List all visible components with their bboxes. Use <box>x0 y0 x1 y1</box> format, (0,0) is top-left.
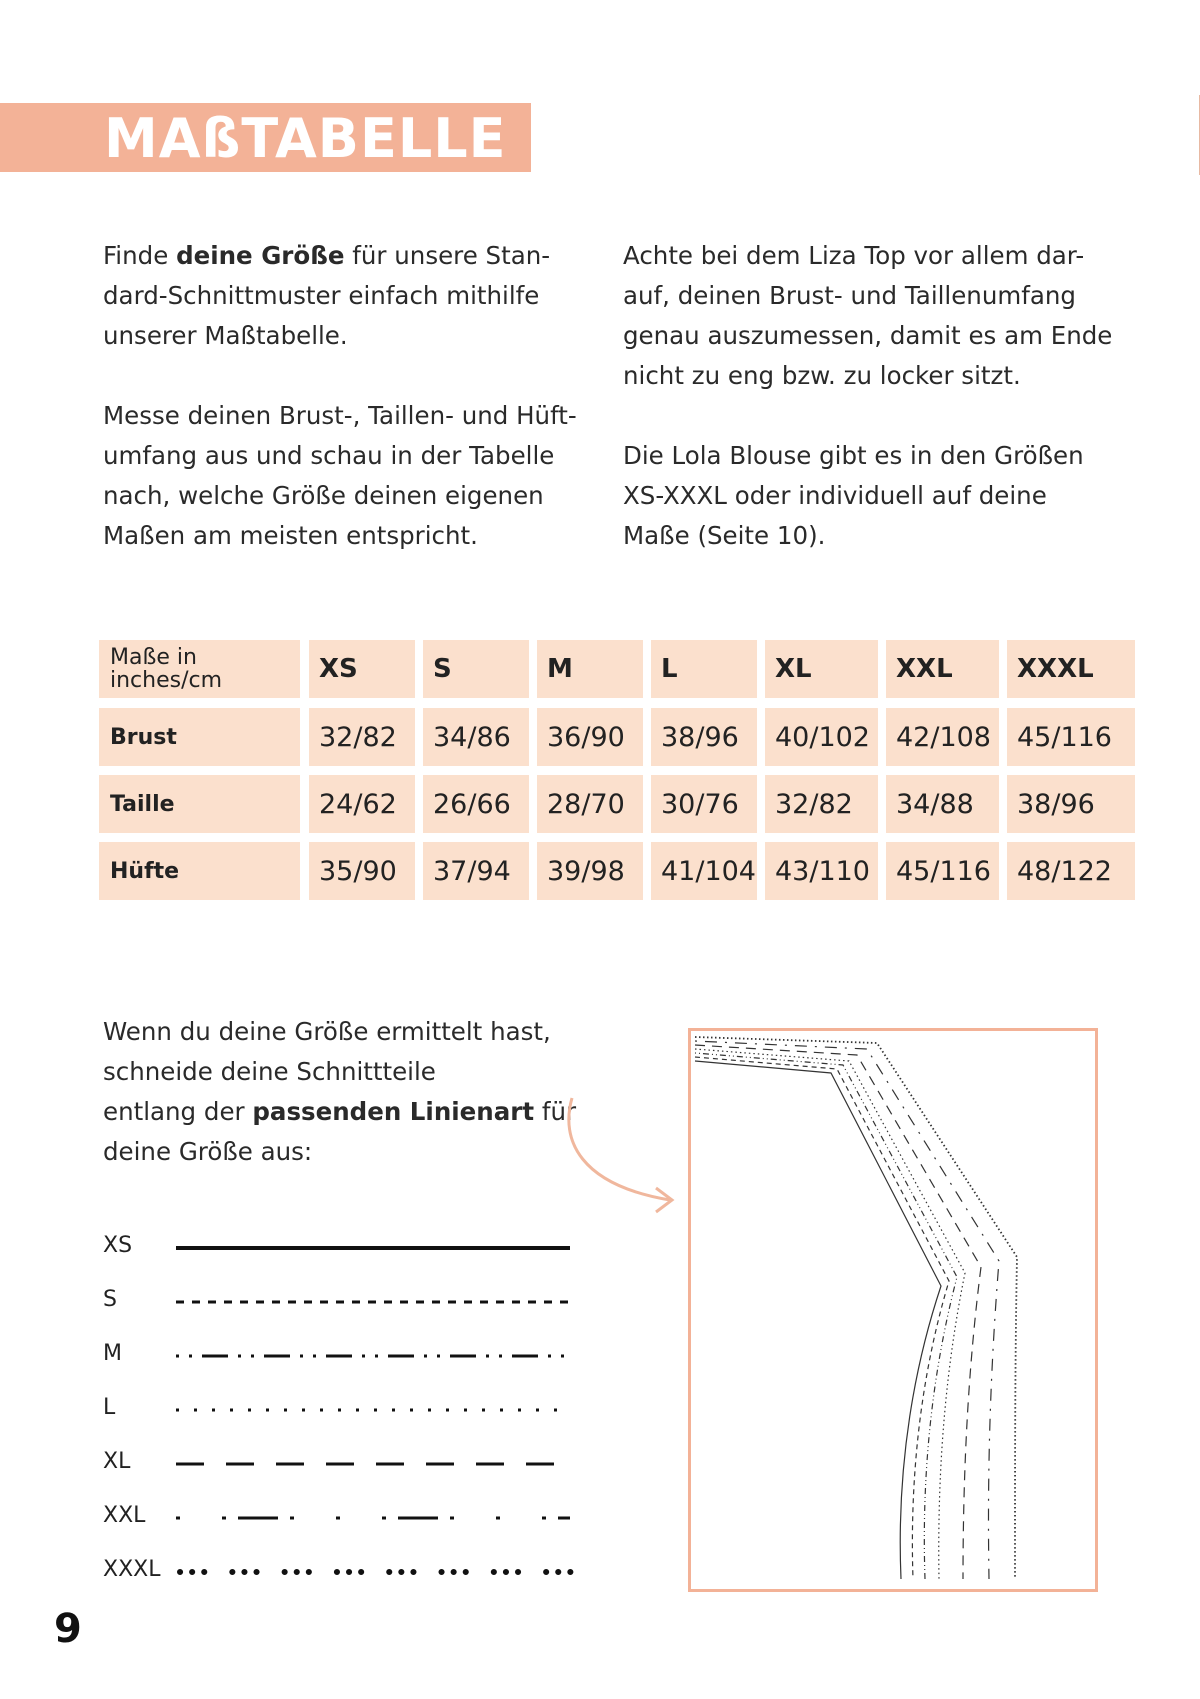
intro-text: unserer Maßtabelle. <box>103 321 348 350</box>
table-cell: 39/98 <box>537 842 643 900</box>
table-cell: 30/76 <box>651 775 757 833</box>
size-header-xs: XS <box>309 640 415 698</box>
table-cell: 48/122 <box>1007 842 1135 900</box>
pattern-line-l <box>695 1049 965 1579</box>
table-corner-line: inches/cm <box>110 668 223 693</box>
instructions-text: entlang der <box>103 1097 253 1126</box>
pattern-line-xxxl <box>695 1037 1017 1579</box>
intro-text: Maße (Seite 10). <box>623 521 826 550</box>
intro-bold-text: deine Größe <box>176 241 345 270</box>
intro-right-paragraph-2 <box>623 436 1084 556</box>
table-cell: 35/90 <box>309 842 415 900</box>
size-header-xl: XL <box>765 640 878 698</box>
table-cell: 37/94 <box>423 842 529 900</box>
intro-text: auf, deinen Brust- und Taillenumfang <box>623 281 1076 310</box>
intro-text: Finde <box>103 241 177 270</box>
instructions-text: deine Größe aus: <box>103 1137 313 1166</box>
table-cell: 34/88 <box>886 775 999 833</box>
intro-text: nicht zu eng bzw. zu locker sitzt. <box>623 361 1021 390</box>
pattern-line-xl <box>695 1045 981 1579</box>
line-style-legend <box>170 1220 590 1590</box>
curved-arrow-icon <box>560 1090 680 1220</box>
pattern-pieces-illustration <box>691 1031 1095 1589</box>
legend-label-m: M <box>103 1341 122 1366</box>
table-cell: 43/110 <box>765 842 878 900</box>
table-cell: 41/104 <box>651 842 757 900</box>
page-title: MAßTABELLE <box>104 107 507 170</box>
row-label-brust: Brust <box>99 708 300 766</box>
row-label-taille: Taille <box>99 775 300 833</box>
pattern-illustration-frame <box>688 1028 1098 1592</box>
intro-text: für unsere Stan- <box>344 241 551 270</box>
table-cell: 28/70 <box>537 775 643 833</box>
intro-text: umfang aus und schau in der Tabelle <box>103 441 555 470</box>
size-header-l: L <box>651 640 757 698</box>
table-cell: 38/96 <box>1007 775 1135 833</box>
intro-left-paragraph-1 <box>103 236 550 356</box>
table-cell: 45/116 <box>1007 708 1135 766</box>
intro-text: XS-XXXL oder individuell auf deine <box>623 481 1047 510</box>
intro-right-paragraph-1 <box>623 236 1112 396</box>
legend-label-xs: XS <box>103 1233 133 1258</box>
row-label-huefte: Hüfte <box>99 842 300 900</box>
table-cell: 36/90 <box>537 708 643 766</box>
intro-text: Maßen am meisten entspricht. <box>103 521 478 550</box>
instructions-bold-text: passenden Linienart <box>252 1097 535 1126</box>
legend-label-xxxl: XXXL <box>103 1557 161 1582</box>
instructions-text: schneide deine Schnittteile <box>103 1057 436 1086</box>
legend-label-xxl: XXL <box>103 1503 146 1528</box>
table-cell: 38/96 <box>651 708 757 766</box>
intro-text: genau auszumessen, damit es am Ende <box>623 321 1113 350</box>
intro-text: nach, welche Größe deinen eigenen <box>103 481 544 510</box>
legend-label-l: L <box>103 1395 116 1420</box>
table-cell: 32/82 <box>765 775 878 833</box>
table-corner-line: Maße in <box>110 645 197 670</box>
pattern-line-xs <box>695 1061 941 1579</box>
instructions-text: für <box>534 1097 577 1126</box>
intro-text: Die Lola Blouse gibt es in den Größen <box>623 441 1084 470</box>
size-header-xxxl: XXXL <box>1007 640 1135 698</box>
table-cell: 26/66 <box>423 775 529 833</box>
table-cell: 32/82 <box>309 708 415 766</box>
table-cell: 42/108 <box>886 708 999 766</box>
table-corner-header <box>99 640 300 698</box>
legend-label-xl: XL <box>103 1449 131 1474</box>
size-header-s: S <box>423 640 529 698</box>
table-cell: 34/86 <box>423 708 529 766</box>
table-cell: 24/62 <box>309 775 415 833</box>
table-cell: 45/116 <box>886 842 999 900</box>
pattern-line-m <box>695 1053 957 1579</box>
intro-text: Achte bei dem Liza Top vor allem dar- <box>623 241 1085 270</box>
instructions-text: Wenn du deine Größe ermittelt hast, <box>103 1017 551 1046</box>
intro-text: dard-Schnittmuster einfach mithilfe <box>103 281 540 310</box>
pattern-line-xxl <box>695 1041 999 1579</box>
pattern-line-s <box>695 1057 949 1579</box>
size-header-m: M <box>537 640 643 698</box>
intro-text: Messe deinen Brust-, Taillen- und Hüft- <box>103 401 577 430</box>
size-header-xxl: XXL <box>886 640 999 698</box>
page-number: 9 <box>54 1606 82 1652</box>
legend-label-s: S <box>103 1287 117 1312</box>
instructions-paragraph <box>103 1012 576 1172</box>
table-cell: 40/102 <box>765 708 878 766</box>
intro-left-paragraph-2 <box>103 396 577 556</box>
